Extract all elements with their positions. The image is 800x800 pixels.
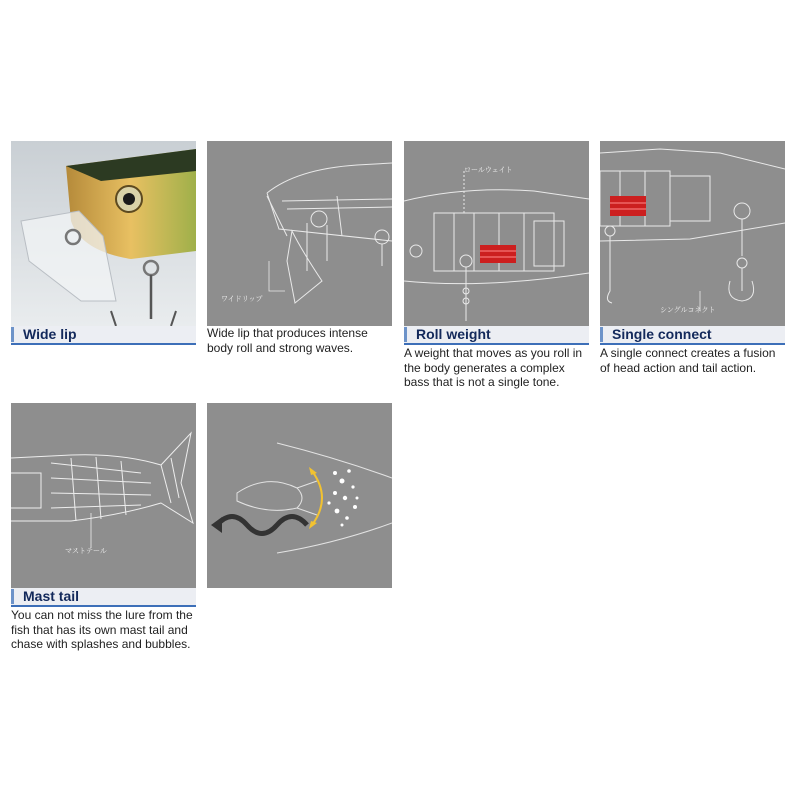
wide-lip-diagram: [207, 141, 392, 326]
diagram-label: シングルコネクト: [660, 306, 716, 314]
caption-wide-lip: [11, 326, 196, 345]
lure-photo-icon: [11, 141, 196, 326]
roll-weight-diagram-icon: [404, 141, 589, 326]
diagram-label: ワイドリップ: [221, 295, 263, 303]
wide-lip-photo: [11, 141, 196, 326]
caption-roll-weight: [404, 326, 589, 345]
description-wide-lip: Wide lip that produces intense body roll and strong waves.: [207, 326, 368, 355]
description-roll-weight: A weight that moves as you roll in the body generates a complex bass that is not a single tone.: [404, 346, 583, 389]
caption-title: Single connect: [612, 326, 712, 342]
mast-tail-diagram-icon: [11, 403, 196, 588]
description-mast-tail: You can not miss the lure from the fish that has its own mast tail and chase with splashes and bubbles.: [11, 608, 193, 651]
swimming-action-diagram-icon: [207, 403, 392, 588]
single-connect-diagram-icon: [600, 141, 785, 326]
mast-tail-diagram: [11, 403, 196, 588]
diagram-label: ロールウェイト: [464, 166, 513, 174]
caption-title: Roll weight: [416, 326, 491, 342]
caption-mast-tail: [11, 588, 196, 607]
swimming-action-diagram: [207, 403, 392, 588]
description-single-connect: A single connect creates a fusion of head action and tail action.: [600, 346, 776, 375]
caption-title: Mast tail: [23, 588, 80, 604]
lure-lip-diagram-icon: [207, 141, 392, 326]
caption-title: Wide lip: [23, 326, 77, 342]
caption-single-connect: [600, 326, 785, 345]
single-connect-diagram: [600, 141, 785, 326]
roll-weight-diagram: [404, 141, 589, 326]
diagram-label: マストテール: [65, 547, 107, 555]
